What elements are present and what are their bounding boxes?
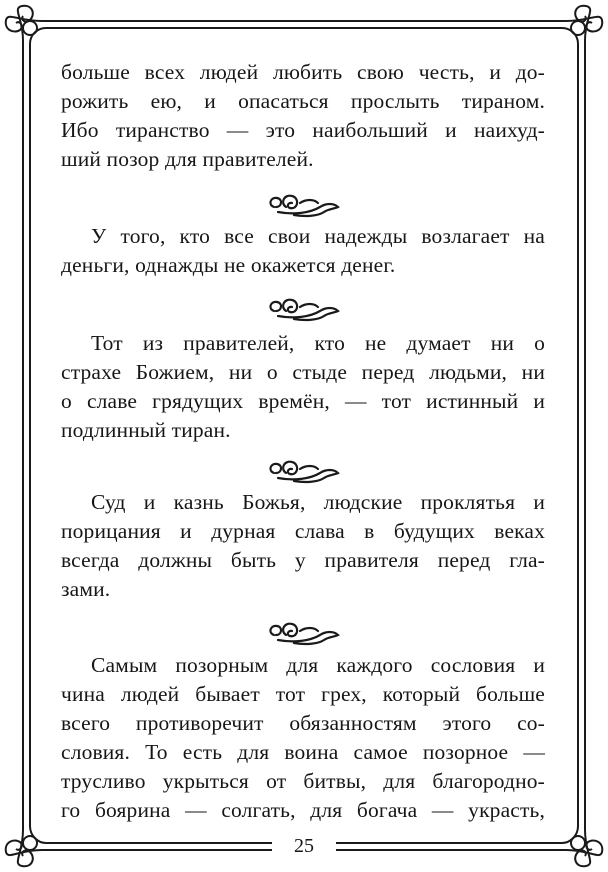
text-line: о славе грядущих времён, — тот истинный и — [61, 389, 545, 413]
text-line: Суд и казнь Божья, людские проклятья и — [91, 490, 545, 514]
paragraph-2 — [61, 222, 545, 280]
text-line: У того, кто все свои надежды возлагает на — [91, 224, 545, 248]
paragraph-5 — [61, 651, 545, 825]
text-line: рожить ею, и опасаться прослыть тираном. — [61, 89, 545, 113]
text-line: страхе Божием, ни о стыде перед людьми, ни — [61, 360, 545, 384]
text-line: больше всех людей любить свою честь, и до- — [61, 60, 545, 84]
text-line: деньги, однажды не окажется денег. — [61, 253, 396, 277]
text-line: всегда должны быть у правителя перед гла- — [61, 548, 545, 572]
swirl-ornament-icon — [264, 189, 344, 221]
corner-flourish-top-right-icon — [562, 6, 602, 44]
page-number — [0, 834, 608, 858]
swirl-ornament-icon — [264, 617, 344, 649]
text-line: Самым позорным для каждого сословия и — [91, 653, 545, 677]
page-number-label: 25 — [282, 835, 326, 857]
text-line: трусливо укрыться от битвы, для благородно- — [61, 769, 545, 793]
text-line: ший позор для правителей. — [61, 147, 314, 171]
text-line: Тот из правителей, кто не думает ни о — [91, 331, 545, 355]
paragraph-1 — [61, 58, 545, 174]
text-line: словия. То есть для воина самое позорное — — [61, 740, 545, 764]
text-line: го боярина — солгать, для богача — украсть, — [61, 798, 545, 822]
paragraph-4 — [61, 488, 545, 604]
text-line: зами. — [61, 577, 111, 601]
text-line: подлинный тиран. — [61, 418, 231, 442]
corner-flourish-top-left-icon — [6, 6, 46, 44]
swirl-ornament-icon — [264, 455, 344, 487]
text-line: порицания и дурная слава в будущих веках — [61, 519, 545, 543]
text-line: чина людей бывает тот грех, который больше — [61, 682, 545, 706]
paragraph-3 — [61, 329, 545, 445]
text-line: Ибо тиранство — это наибольший и наихуд- — [61, 118, 545, 142]
swirl-ornament-icon — [264, 293, 344, 325]
text-line: всего противоречит обязанностям этого со- — [61, 711, 545, 735]
